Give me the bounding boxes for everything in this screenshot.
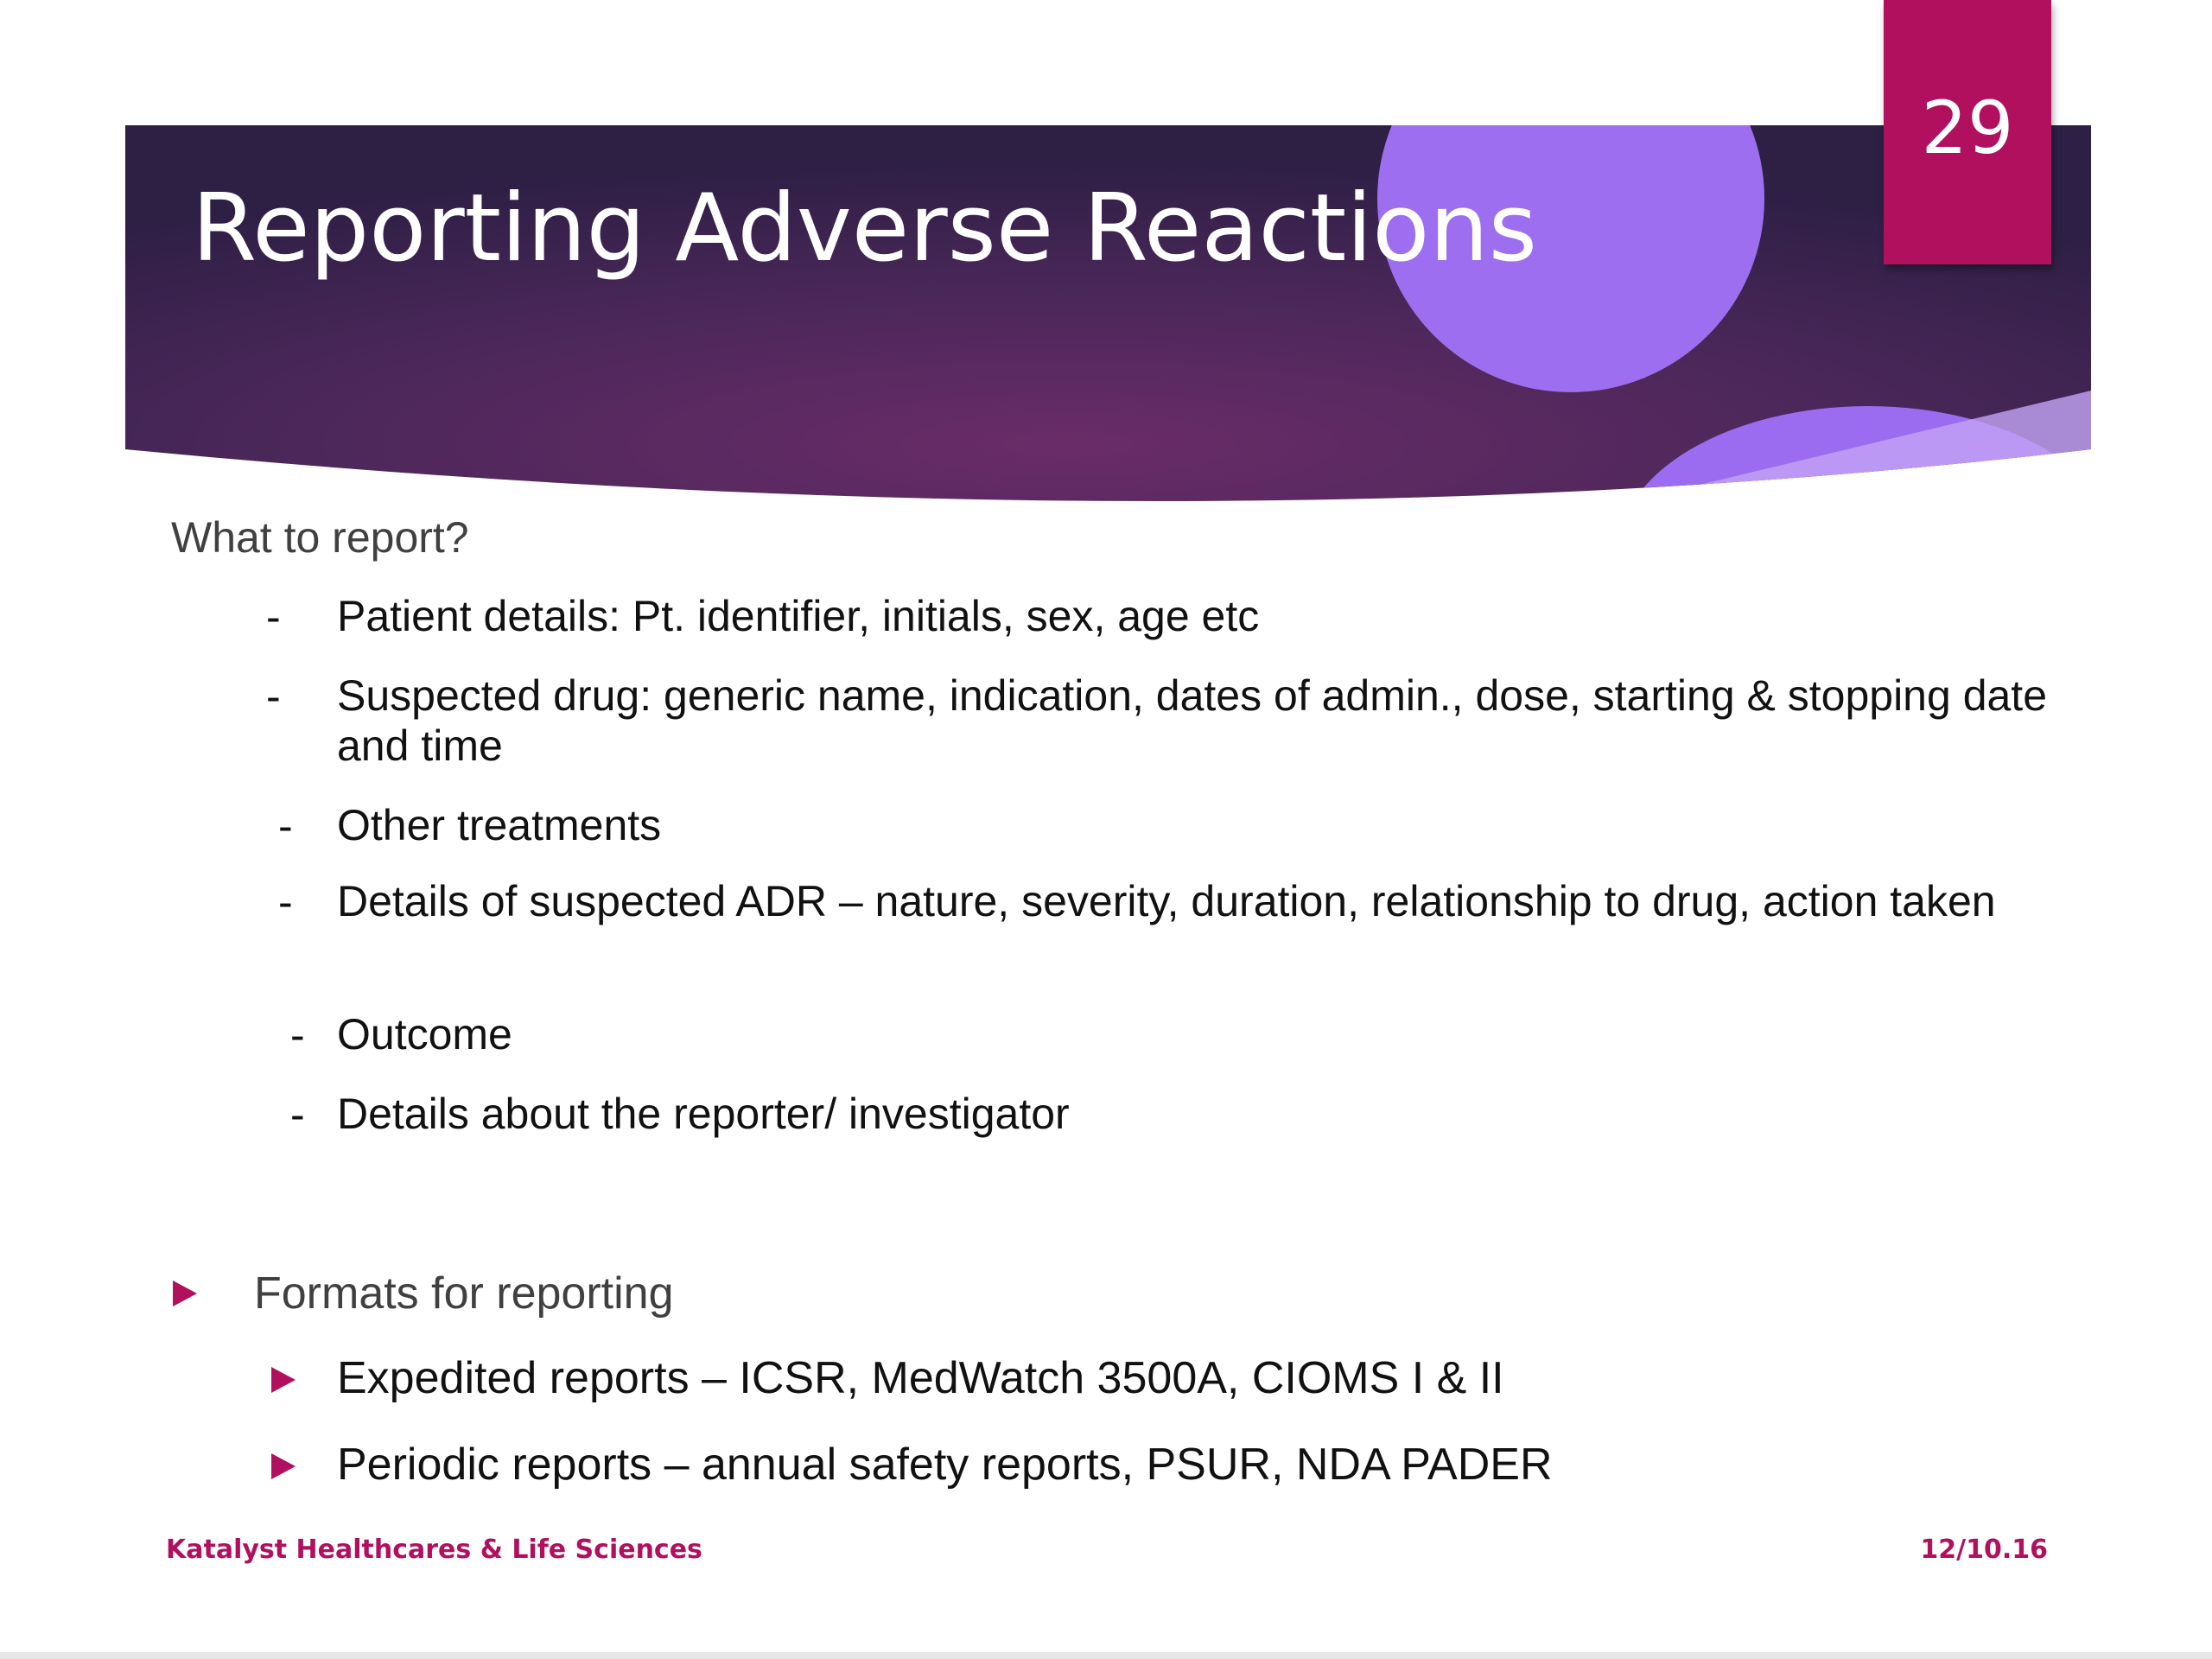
triangle-right-icon <box>271 1367 296 1393</box>
dash-marker: - <box>278 878 293 926</box>
triangle-right-icon <box>173 1281 197 1306</box>
slide-number-tab <box>1884 0 2051 264</box>
section-heading-formats: Formats for reporting <box>254 1268 674 1319</box>
list-item-text: Patient details: Pt. identifier, initials, sex, age etc <box>337 592 1260 640</box>
format-item-expedited: Expedited reports – ICSR, MedWatch 3500A, CIOMS I & II <box>337 1353 1504 1403</box>
section-heading-what-to-report: What to report? <box>171 513 469 562</box>
list-item-text: Outcome <box>337 1010 512 1058</box>
dash-marker: - <box>278 802 293 850</box>
slide-number: 29 <box>1921 86 2014 170</box>
slide-title: Reporting Adverse Reactions <box>192 175 1538 283</box>
dash-marker: - <box>266 593 281 641</box>
dash-marker: - <box>290 1090 305 1139</box>
bottom-strip <box>0 1652 2212 1659</box>
dash-marker: - <box>266 672 281 721</box>
list-item-text: Other treatments <box>337 801 662 849</box>
list-item-text: Details of suspected ADR – nature, severity, duration, relationship to drug, action taken <box>337 877 1996 925</box>
format-item-periodic: Periodic reports – annual safety reports, PSUR, NDA PADER <box>337 1440 1553 1490</box>
footer-organization: Katalyst Healthcares & Life Sciences <box>166 1535 702 1565</box>
dash-marker: - <box>290 1011 305 1059</box>
triangle-right-icon <box>271 1453 296 1479</box>
footer-date: 12/10.16 <box>1920 1535 2048 1565</box>
list-item-text: Suspected drug: generic name, indication, dates of admin., dose, starting & stopping date and time <box>337 671 2048 770</box>
list-item-text: Details about the reporter/ investigator <box>337 1090 1070 1138</box>
